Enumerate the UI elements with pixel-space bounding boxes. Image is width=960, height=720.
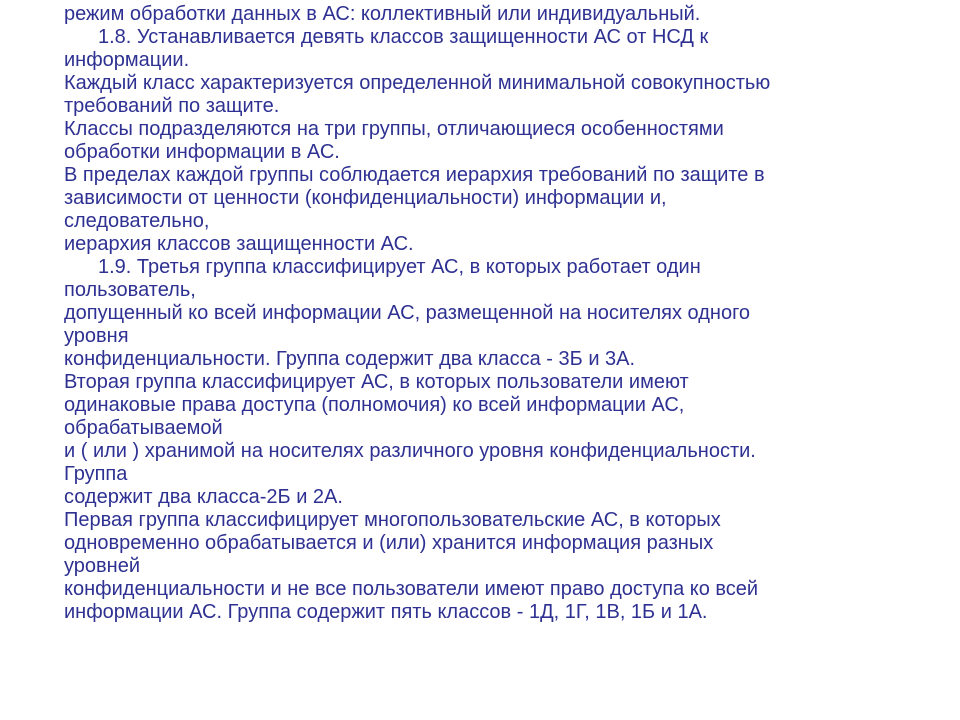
text-line: информации АС. Группа содержит пять классов - 1Д, 1Г, 1В, 1Б и 1А. bbox=[64, 601, 708, 623]
text-line: содержит два класса-2Б и 2А. bbox=[64, 486, 343, 508]
text-line: требований по защите. bbox=[64, 95, 280, 117]
text-line: пользователь, bbox=[64, 279, 196, 301]
text-line: Группа bbox=[64, 463, 128, 485]
text-line: одинаковые права доступа (полномочия) ко всей информации АС, bbox=[64, 394, 685, 416]
text-line: обработки информации в АС. bbox=[64, 141, 340, 163]
text-line: уровня bbox=[64, 325, 129, 347]
text-line: режим обработки данных в АС: коллективный или индивидуальный. bbox=[64, 3, 701, 25]
text-line: конфиденциальности. Группа содержит два класса - 3Б и 3А. bbox=[64, 348, 636, 370]
text-line: В пределах каждой группы соблюдается иерархия требований по защите в bbox=[64, 164, 765, 186]
text-line: Каждый класс характеризуется определенной минимальной совокупностью bbox=[64, 72, 771, 94]
text-line: уровней bbox=[64, 555, 140, 577]
text-line: Вторая группа классифицирует АС, в которых пользователи имеют bbox=[64, 371, 689, 393]
text-line: зависимости от ценности (конфиденциальности) информации и, bbox=[64, 187, 667, 209]
text-line-section-1-9: 1.9. Третья группа классифицирует АС, в которых работает один bbox=[98, 256, 701, 278]
text-line: обрабатываемой bbox=[64, 417, 223, 439]
text-line: Классы подразделяются на три группы, отличающиеся особенностями bbox=[64, 118, 724, 140]
text-line: конфиденциальности и не все пользователи имеют право доступа ко всей bbox=[64, 578, 759, 600]
text-line: информации. bbox=[64, 49, 190, 71]
body-text bbox=[64, 3, 944, 624]
text-line: одновременно обрабатывается и (или) хранится информация разных bbox=[64, 532, 714, 554]
text-line: следовательно, bbox=[64, 210, 210, 232]
text-line: допущенный ко всей информации АС, размещенной на носителях одного bbox=[64, 302, 751, 324]
text-line: иерархия классов защищенности АС. bbox=[64, 233, 414, 255]
text-line: и ( или ) хранимой на носителях различного уровня конфиденциальности. bbox=[64, 440, 756, 462]
text-line-section-1-8: 1.8. Устанавливается девять классов защищенности АС от НСД к bbox=[98, 26, 709, 48]
text-line: Первая группа классифицирует многопользовательские АС, в которых bbox=[64, 509, 721, 531]
